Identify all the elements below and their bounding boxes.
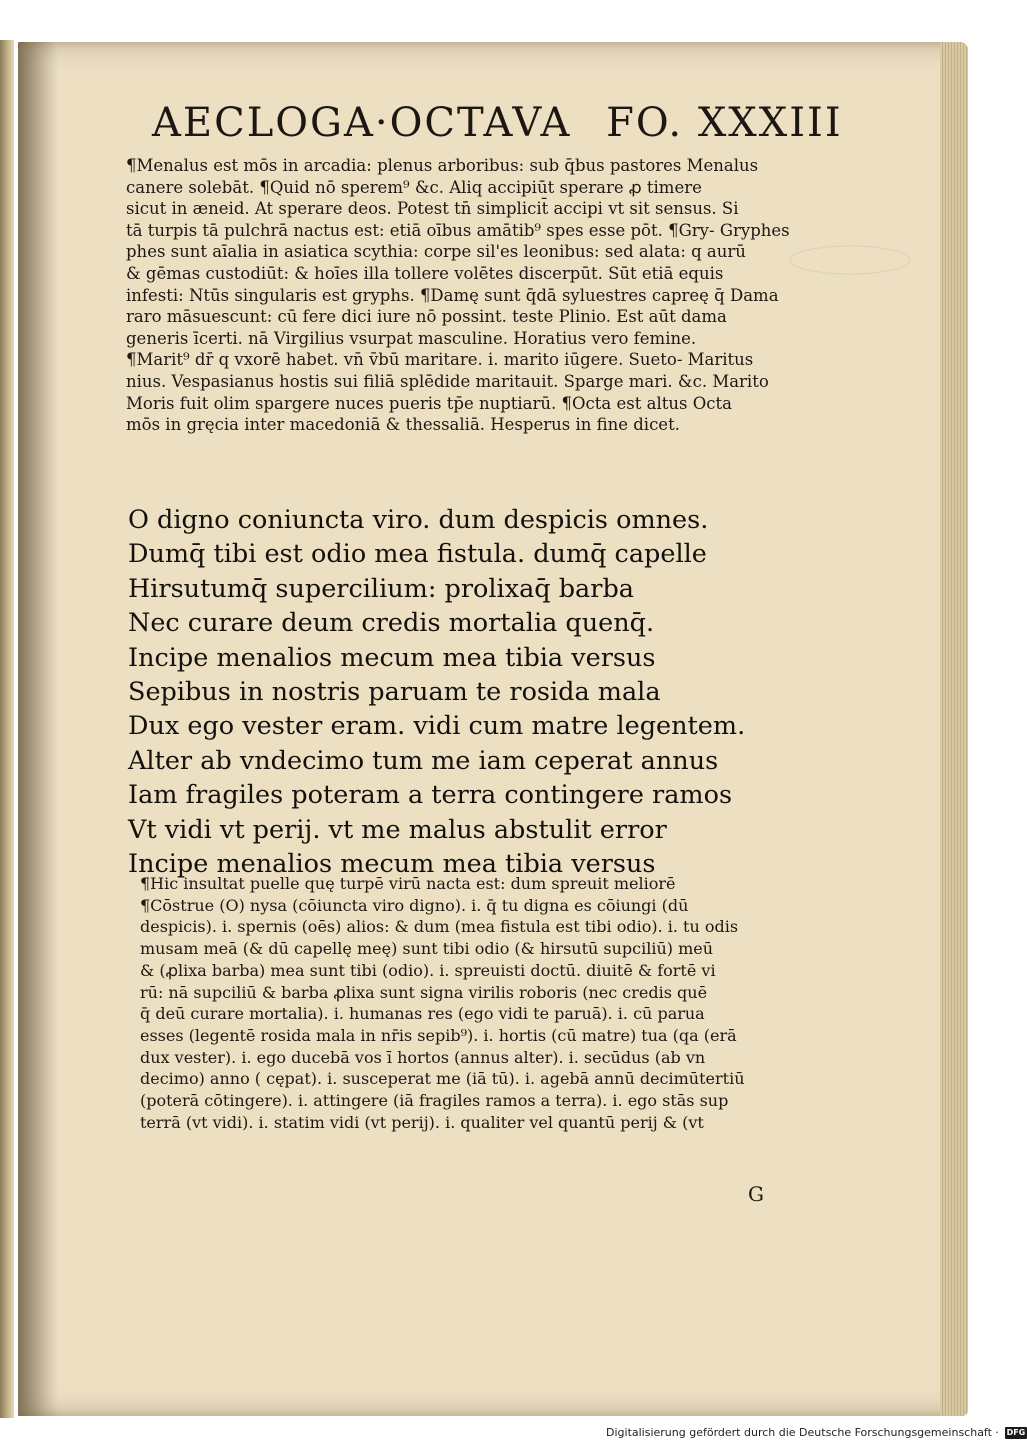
verse-line: O digno coniuncta viro. dum despicis omnes. (128, 505, 709, 535)
gloss-line: dux vester). i. ego ducebā vos ī hortos (annus alter). i. secūdus (ab vn (140, 1047, 706, 1067)
dfg-logo-icon: DFG (1006, 1427, 1026, 1437)
commentary-line: generis īcerti. nā Virgilius vsurpat masculine. Horatius vero femine. (126, 328, 697, 348)
funding-credit: Digitalisierung gefördert durch die Deutsche Forschungsgemeinschaft · (606, 1426, 999, 1439)
signature-mark: G (748, 1182, 764, 1206)
commentary-line: nius. Vespasianus hostis sui filiā splēdide maritauit. Sparge mari. &c. Marito (126, 371, 769, 391)
gloss-line: esses (legentē rosida mala in nr̄is sepib⁹). i. hortis (cū matre) tua (qa (erā (140, 1025, 737, 1045)
verse-line: Alter ab vndecimo tum me iam ceperat annus (128, 745, 719, 776)
commentary-line: Moris fuit olim spargere nuces pueris tp̄e nuptiarū. ¶Octa est altus Octa (126, 393, 732, 413)
commentary-line: ¶Marit⁹ dr̄ q vxorē habet. vn̄ v̄bū maritare. i. marito iūgere. Sueto- Maritus (126, 350, 754, 370)
commentary-line: ¶Menalus est mōs in arcadia: plenus arboribus: sub q̄bus pastores Menalus (126, 156, 759, 175)
running-header (152, 100, 843, 146)
gutter-shadow (18, 42, 58, 1416)
verse-line: Incipe menalios mecum mea tibia versus (128, 642, 656, 673)
verse-line: Nec curare deum credis mortalia quenq̄. (128, 608, 655, 639)
commentary-line: mōs in gręcia inter macedoniā & thessaliā. Hesperus in fine dicet. (126, 415, 680, 435)
digitization-footer (606, 1426, 1027, 1439)
page-stack-edge (940, 42, 968, 1416)
running-title: AECLOGA·OCTAVA (152, 100, 572, 146)
commentary-line: & gēmas custodiūt: & hoīes illa tollere volētes discerpūt. Sūt etiā equis (126, 263, 724, 283)
gloss-line: ¶Cōstrue (O) nysa (cōiuncta viro digno). i. q̄ tu digna es cōiungi (dū (140, 895, 689, 915)
commentary-line: phes sunt aīalia in asiatica scythia: corpe sil'es leonibus: sed alata: q aurū (126, 242, 746, 262)
verse-block (128, 503, 768, 881)
gloss-line: q̄ deū curare mortalia). i. humanas res (ego vidi te paruā). i. cū parua (140, 1004, 705, 1024)
gloss-line: despicis). i. spernis (oēs) alios: & dum (mea fistula est tibi odio). i. tu odis (140, 917, 739, 937)
commentary-line: infesti: Ntūs singularis est gryphs. ¶Damę sunt q̄dā syluestres capreę q̄ Dama (126, 285, 779, 305)
commentary-line: canere solebāt. ¶Quid nō sperem⁹ &c. Aliq accipiūt sperare ꝓ timere (126, 177, 702, 197)
commentary-line: raro māsuescunt: cū fere dici iure nō possint. teste Plinio. Est aūt dama (126, 307, 727, 327)
verse-line: Dumq̄ tibi est odio mea fistula. dumq̄ capelle (128, 539, 707, 570)
verse-line: Incipe menalios mecum mea tibia versus (128, 849, 656, 880)
gloss-line: (poterā cōtingere). i. attingere (iā fragiles ramos a terra). i. ego stās sup (140, 1091, 729, 1111)
gloss-line: rū: nā supciliū & barba ꝓlixa sunt signa virilis roboris (nec credis quē (140, 982, 708, 1002)
verse-line: Dux ego vester eram. vidi cum matre legentem. (128, 711, 746, 742)
book-spine-edge (0, 40, 14, 1418)
commentary-line: tā turpis tā pulchrā nactus est: etiā oībus amātib⁹ spes esse pōt. ¶Gry- Gryphes (126, 220, 790, 240)
gloss-line: terrā (vt vidi). i. statim vidi (vt perij). i. qualiter vel quantū perij & (vt (140, 1112, 704, 1132)
verse-line: Hirsutumq̄ supercilium: prolixaq̄ barba (128, 573, 634, 604)
verse-line: Iam fragiles poteram a terra contingere ramos (128, 780, 733, 811)
folio-label: FO. (606, 100, 684, 146)
verse-line: Sepibus in nostris paruam te rosida mala (128, 677, 661, 708)
gloss-line: & (ꝓlixa barba) mea sunt tibi (odio). i. spreuisti doctū. diuitē & fortē vi (140, 960, 716, 980)
gloss-block (140, 873, 820, 1133)
gloss-line: decimo) anno ( cępat). i. susceperat me (iā tū). i. agebā annū decimūtertiū (140, 1069, 745, 1089)
gloss-line: musam meā (& dū capellę meę) sunt tibi odio (& hirsutū supciliū) meū (140, 939, 714, 959)
commentary-block (126, 155, 886, 436)
commentary-line: sicut in æneid. At sperare deos. Potest tn̄ simplicit̄ accipi vt sit sensus. Si (126, 199, 739, 219)
folio-number: XXXIII (697, 100, 843, 146)
verse-line: Vt vidi vt perij. vt me malus abstulit error (128, 814, 667, 845)
gloss-line: ¶Hic insultat puelle quę turpē virū nacta est: dum spreuit meliorē (140, 874, 676, 893)
